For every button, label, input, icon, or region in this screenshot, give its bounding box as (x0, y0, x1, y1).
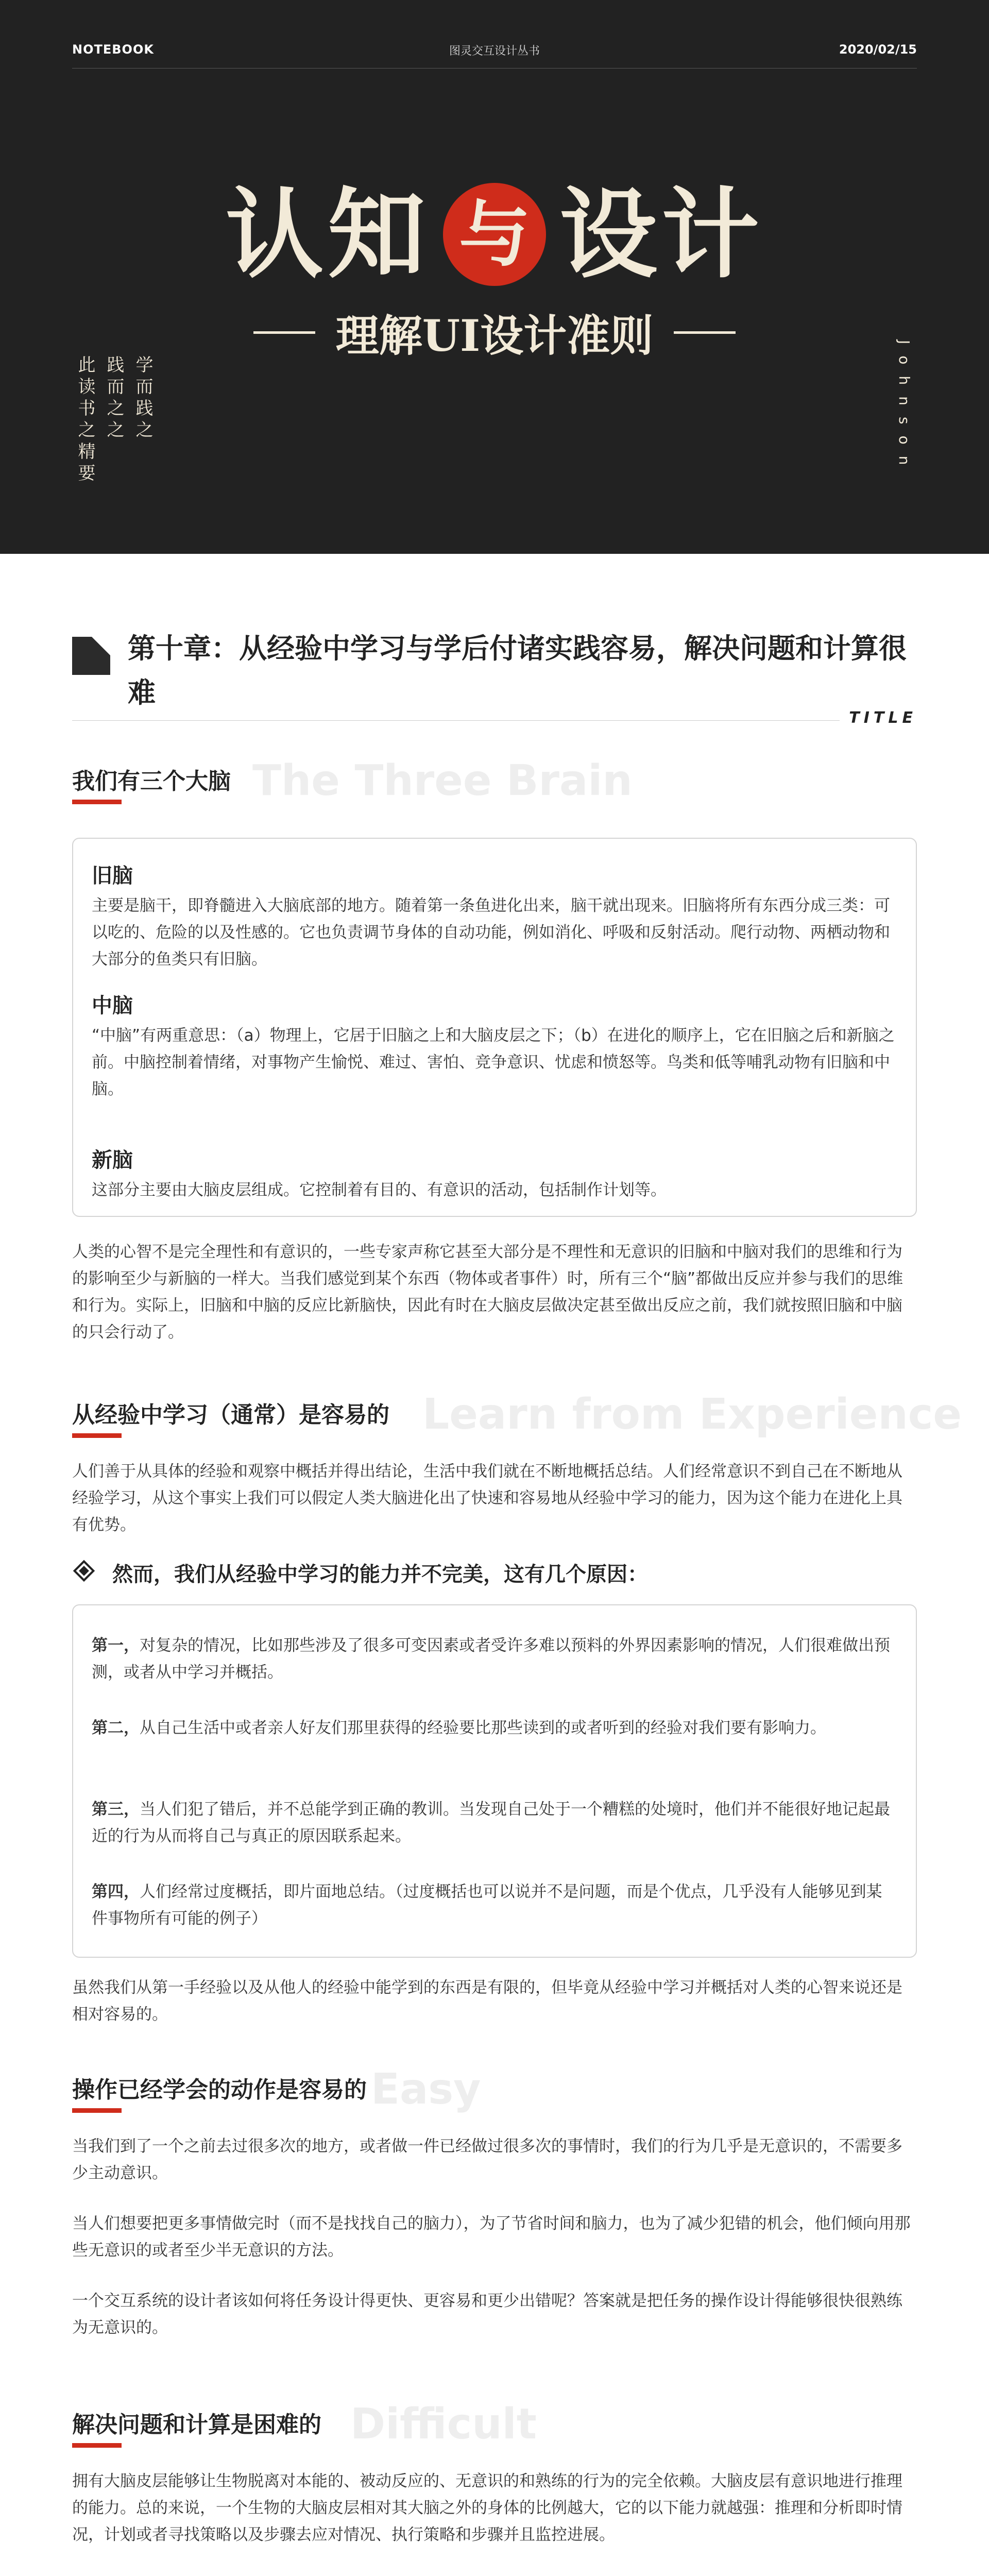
reason-item (92, 1632, 895, 1686)
chapter-icon (72, 637, 110, 675)
section-bg-title: Learn from Experience (422, 1390, 962, 1439)
reason-lead: 第一， (92, 1636, 140, 1655)
reason-item (92, 1715, 895, 1741)
vertical-text-2: 践而之之 (104, 355, 124, 442)
reasons-card (72, 1604, 917, 1958)
card-text: 主要是脑干，即脊髓进入大脑底部的地方。随着第一条鱼进化出来，脑干就出现来。旧脑将所有东西分成三类：可以吃的、危险的以及性感的。它也负责调节身体的自动功能，例如消化、呼吸和反射活动。爬行动物、两栖动物和大部分的鱼类只有旧脑。 (92, 896, 890, 969)
diamond-icon (72, 1559, 97, 1584)
paragraph: 一个交互系统的设计者该如何将任务设计得更快、更容易和更少出错呢？答案就是把任务的操作设计得能够很快很熟练为无意识的。 (72, 2292, 902, 2337)
subtitle-dash-right (674, 331, 736, 334)
section-title: 我们有三个大脑 (72, 768, 231, 794)
paragraph: 当我们到了一个之前去过很多次的地方，或者做一件已经做过很多次的事情时，我们的行为几乎是无意识的，不需要多少主动意识。 (72, 2137, 902, 2182)
reason-text: 对复杂的情况，比如那些涉及了很多可变因素或者受许多难以预料的外界因素影响的情况，人们很难做出预测，或者从中学习并概括。 (92, 1636, 890, 1682)
date-label: 2020/02/15 (839, 42, 917, 57)
paragraph: 当人们想要把更多事情做完时（而不是找找自己的脑力），为了节省时间和脑力，也为了减少犯错的机会，他们倾向用那些无意识的或者至少半无意识的方法。 (72, 2214, 911, 2260)
section-accent-bar (72, 1433, 122, 1438)
section-title: 操作已经学会的动作是容易的 (72, 2077, 367, 2103)
reason-item (92, 1878, 895, 1932)
vertical-text-1: 此读书之精要 (75, 355, 95, 485)
title-left: 认知 (225, 177, 430, 292)
card-heading: 旧脑 (92, 864, 133, 888)
paragraph: 拥有大脑皮层能够让生物脱离对本能的、被动反应的、无意识的和熟练的行为的完全依赖。大脑皮层有意识地进行推理的能力。总的来说，一个生物的大脑皮层相对其大脑之外的身体的比例越大，它的以下能力就越强：推理和分析即时情况，计划或者寻找策略以及步骤去应对情况、执行策略和步骤并且监控进展。 (72, 2472, 902, 2544)
chapter-tag: TITLE (849, 709, 917, 727)
paragraph: 虽然我们从第一手经验以及从他人的经验中能学到的东西是有限的，但毕竟从经验中学习并概括对人类的心智来说还是相对容易的。 (72, 1978, 902, 2024)
subtitle-row (0, 304, 989, 361)
reason-lead: 第四， (92, 1883, 140, 1901)
reason-lead: 第二， (92, 1719, 140, 1737)
reason-text: 当人们犯了错后，并不总能学到正确的教训。当发现自己处于一个糟糕的处境时，他们并不能很好地记起最近的行为从而将自己与真正的原因联系起来。 (92, 1800, 890, 1845)
card-text: “中脑”有两重意思：（a）物理上，它居于旧脑之上和大脑皮层之下；（b）在进化的顺序上，它在旧脑之后和新脑之前。中脑控制着情绪，对事物产生愉悦、难过、害怕、竞争意识、忧虑和愤怒等。鸟类和低等哺乳动物有旧脑和中脑。 (92, 1026, 895, 1098)
section-bg-title: The Three Brain (252, 756, 633, 805)
section-bg-title: Easy (371, 2065, 481, 2114)
chapter-title: 第十章：从经验中学习与学后付诸实践容易，解决问题和计算很难 (128, 632, 907, 709)
author-vertical: Johnson (896, 340, 913, 477)
reason-text: 从自己生活中或者亲人好友们那里获得的经验要比那些读到的或者听到的经验对我们要有影响力。 (140, 1719, 826, 1737)
section-accent-bar (72, 800, 122, 804)
card-heading: 新脑 (92, 1148, 133, 1172)
note-heading: 然而，我们从经验中学习的能力并不完美，这有几个原因： (112, 1563, 648, 1586)
reason-item (92, 1796, 895, 1850)
title-right: 设计 (559, 177, 764, 292)
reason-lead: 第三， (92, 1800, 140, 1819)
vertical-text-3: 学而践之 (132, 355, 153, 442)
section-title: 解决问题和计算是困难的 (72, 2412, 321, 2438)
notebook-label: NOTEBOOK (72, 42, 154, 57)
title-circle-text: 与 (458, 192, 530, 276)
paragraph: 人们善于从具体的经验和观察中概括并得出结论，生活中我们就在不断地概括总结。人们经常意识不到自己在不断地从经验学习，从这个事实上我们可以假定人类大脑进化出了快速和容易地从经验中学习的能力，因为这个能力在进化上具有优势。 (72, 1462, 902, 1534)
header-rule (72, 68, 917, 69)
section-accent-bar (72, 2443, 122, 2448)
section-bg-title: Difficult (350, 2400, 537, 2449)
card-heading: 中脑 (92, 994, 133, 1018)
section-accent-bar (72, 2108, 122, 2113)
brain-card (72, 838, 917, 1217)
card-text: 这部分主要由大脑皮层组成。它控制着有目的、有意识的活动，包括制作计划等。 (92, 1181, 667, 1199)
subtitle: 理解UI设计准则 (335, 310, 654, 361)
main-title (0, 173, 989, 296)
subtitle-dash-left (253, 331, 315, 334)
section-title: 从经验中学习（通常）是容易的 (72, 1402, 389, 1428)
reason-text: 人们经常过度概括，即片面地总结。（过度概括也可以说并不是问题，而是个优点，几乎没有人能够见到某件事物所有可能的例子） (92, 1883, 882, 1928)
series-label: 图灵交互设计丛书 (449, 45, 540, 58)
paragraph: 人类的心智不是完全理性和有意识的，一些专家声称它甚至大部分是不理性和无意识的旧脑和中脑对我们的思维和行为的影响至少与新脑的一样大。当我们感觉到某个东西（物体或者事件）时，所有三个“脑”都做出反应并参与我们的思维和行为。实际上，旧脑和中脑的反应比新脑快，因此有时在大脑皮层做决定甚至做出反应之前，我们就按照旧脑和中脑的只会行动了。 (72, 1243, 903, 1342)
chapter-rule (72, 720, 840, 721)
header-banner (0, 0, 989, 554)
title-circle (443, 183, 546, 286)
